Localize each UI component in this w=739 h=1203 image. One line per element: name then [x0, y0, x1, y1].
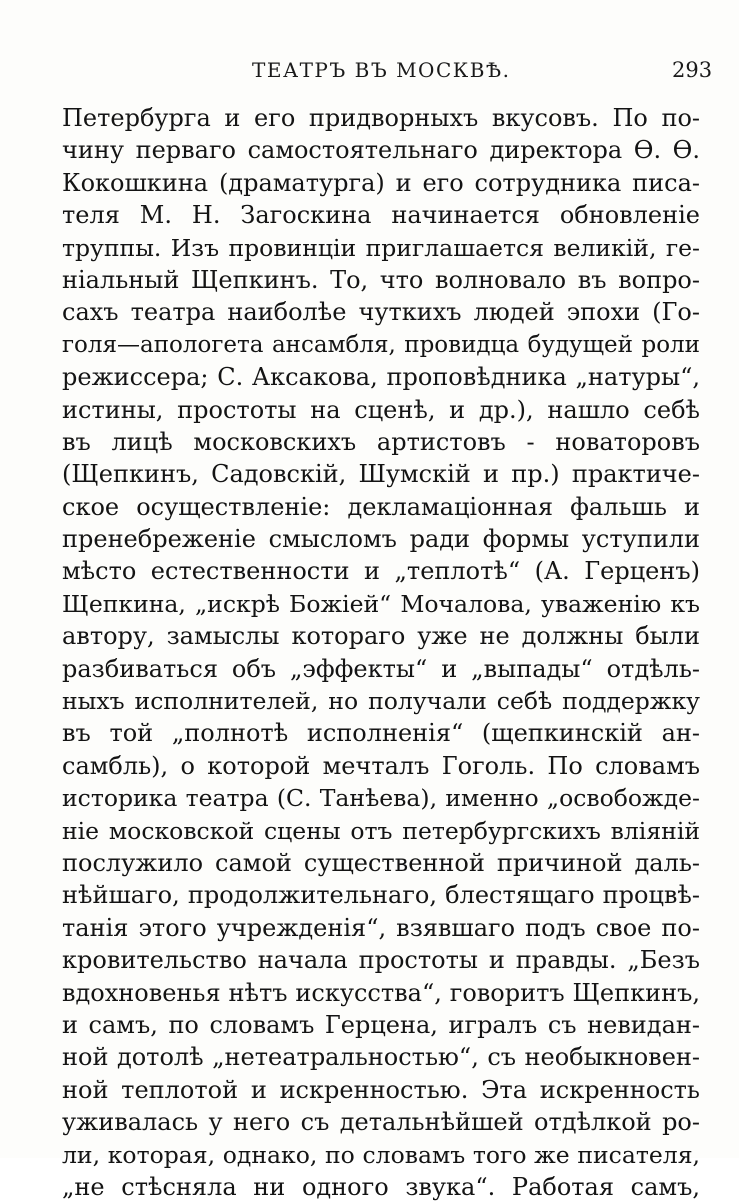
text-line: ли, которая, однако, по словамъ того же писателя,: [62, 1140, 700, 1169]
text-line: пренебреженіе смысломъ ради формы уступили: [62, 525, 700, 554]
text-line: режиссера; С. Аксакова, проповѣдника „натуры“,: [62, 363, 700, 392]
page-number: 293: [672, 58, 713, 82]
text-line: историка театра (С. Танѣева), именно „освобожде-: [62, 784, 700, 813]
text-line: вдохновенья нѣтъ искусства“, говоритъ Щепкинъ,: [62, 978, 700, 1007]
text-line: (Щепкинъ, Садовскій, Шумскій и пр.) практиче-: [62, 460, 700, 489]
text-line: ское осуществленіе: декламаціонная фальшь и: [62, 492, 700, 521]
text-line: „не стѣсняла ни одного звука“. Работая самъ,: [62, 1172, 700, 1201]
text-line: Щепкина, „искрѣ Божіей“ Мочалова, уваженію къ: [62, 589, 700, 618]
text-line: истины, простоты на сценѣ, и др.), нашло себѣ: [62, 395, 700, 424]
text-line: самбль), о которой мечталъ Гоголь. По словамъ: [62, 751, 700, 780]
text-line: теля М. Н. Загоскина начинается обновленіе: [62, 201, 700, 230]
body-text: [62, 102, 700, 1203]
text-line: ной теплотой и искренностью. Эта искренность: [62, 1075, 700, 1104]
text-line: чину перваго самостоятельнаго директора Ѳ. Ѳ.: [62, 136, 700, 165]
text-line: ной дотолѣ „нетеатральностью“, съ необыкновен-: [62, 1043, 700, 1072]
text-line: сахъ театра наиболѣе чуткихъ людей эпохи (Го-: [62, 298, 700, 327]
text-line: въ лицѣ московскихъ артистовъ - новаторовъ: [62, 427, 700, 456]
text-line: голя—апологета ансамбля, провидца будущей роли: [62, 331, 700, 358]
text-line: въ той „полнотѣ исполненія“ (щепкинскій ан-: [62, 719, 700, 748]
text-line: ніе московской сцены отъ петербургскихъ вліяній: [62, 816, 700, 845]
text-line: разбиваться объ „эффекты“ и „выпады“ отдѣль-: [62, 654, 700, 683]
text-line: кровительство начала простоты и правды. „Безъ: [62, 946, 700, 975]
text-line: автору, замыслы котораго уже не должны были: [62, 622, 700, 651]
running-head: [0, 58, 739, 88]
text-line: нѣйшаго, продолжительнаго, блестящаго процвѣ-: [62, 881, 700, 910]
text-line: ніальный Щепкинъ. То, что волновало въ вопро-: [62, 265, 700, 294]
text-line: и самъ, по словамъ Герцена, игралъ съ невидан-: [62, 1010, 700, 1039]
running-head-title: ТЕАТРЪ ВЪ МОСКВѢ.: [252, 58, 511, 82]
text-line: послужило самой существенной причиной даль-: [62, 848, 700, 877]
text-line: мѣсто естественности и „теплотѣ“ (А. Герценъ): [62, 557, 700, 586]
text-line: танія этого учрежденія“, взявшаго подъ свое по-: [62, 913, 700, 942]
text-line: ныхъ исполнителей, но получали себѣ поддержку: [62, 687, 700, 716]
text-line: Петербурга и его придворныхъ вкусовъ. По по-: [62, 104, 700, 132]
text-line: уживалась у него съ детальнѣйшей отдѣлкой ро-: [62, 1108, 700, 1137]
text-line: труппы. Изъ провинціи приглашается великій, ге-: [62, 233, 700, 262]
text-line: Кокошкина (драматурга) и его сотрудника писа-: [62, 168, 700, 197]
